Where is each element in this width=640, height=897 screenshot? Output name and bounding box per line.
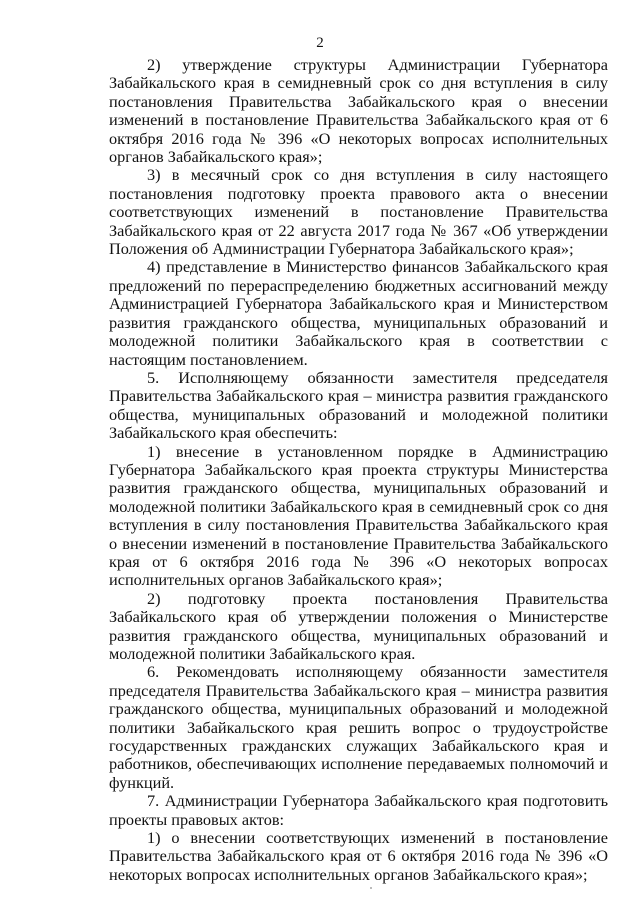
paragraph-section-6: 6. Рекомендовать исполняющему обязанности заместителя председателя Правительства Забайкальского края – министра развития гражданского общества, муниципальных образований и молодежной политики Забайкальского края решить вопрос о трудоустройстве государственных гражданских служащих Забайкальского края и работников, обеспечивающих исполнение передаваемых полномочий и функций. bbox=[109, 662, 608, 792]
paragraph-section-7: 7. Администрации Губернатора Забайкальского края подготовить проекты правовых актов: bbox=[109, 791, 608, 829]
paragraph-section-5-item-2: 2) подготовку проекта постановления Правительства Забайкальского края об утверждении положения о Министерстве развития гражданского общества, муниципальных образований и молодежной политики Забайкальского края. bbox=[109, 588, 608, 663]
paragraph-item-2-structure: 2) утверждение структуры Администрации Губернатора Забайкальского края в семидневный срок со дня вступления в силу постановления Правительства Забайкальского края о внесении изменений в постановление Правительства Забайкальского края от 6 октября 2016 года № 396 «О некоторых вопросах исполнительных органов Забайкальского края»; bbox=[109, 55, 608, 167]
scan-speck bbox=[370, 887, 372, 889]
paragraph-section-5: 5. Исполняющему обязанности заместителя председателя Правительства Забайкальского края – министра развития гражданского общества, муниципальных образований и молодежной политики Забайкальского края обеспечить: bbox=[109, 367, 608, 443]
paragraph-section-7-item-1: 1) о внесении соответствующих изменений в постановление Правительства Забайкальского края от 6 октября 2016 года № 396 «О некоторых вопросах исполнительных органов Забайкальского края»; bbox=[109, 828, 608, 884]
paragraph-item-3-regulation: 3) в месячный срок со дня вступления в силу настоящего постановления подготовку проекта правового акта о внесении соответствующих изменений в постановление Правительства Забайкальского края от 22 августа 2017 года № 367 «Об утверждении Положения об Администрации Губернатора Забайкальского края»; bbox=[109, 165, 608, 259]
page-number: 2 bbox=[316, 35, 324, 51]
paragraph-section-5-item-1: 1) внесение в установленном порядке в Администрацию Губернатора Забайкальского края проекта структуры Министерства развития гражданского общества, муниципальных образований и молодежной политики Забайкальского края в семидневный срок со дня вступления в силу постановления Правительства Забайкальского края о внесении изменений в постановление Правительства Забайкальского края от 6 октября 2016 года № 396 «О некоторых вопросах исполнительных органов Забайкальского края»; bbox=[109, 441, 608, 590]
document-body bbox=[109, 56, 608, 884]
paragraph-item-4-budget: 4) представление в Министерство финансов Забайкальского края предложений по перераспределению бюджетных ассигнований между Администрацией Губернатора Забайкальского края и Министерством развития гражданского общества, муниципальных образований и молодежной политики Забайкальского края в соответствии с настоящим постановлением. bbox=[109, 257, 608, 369]
